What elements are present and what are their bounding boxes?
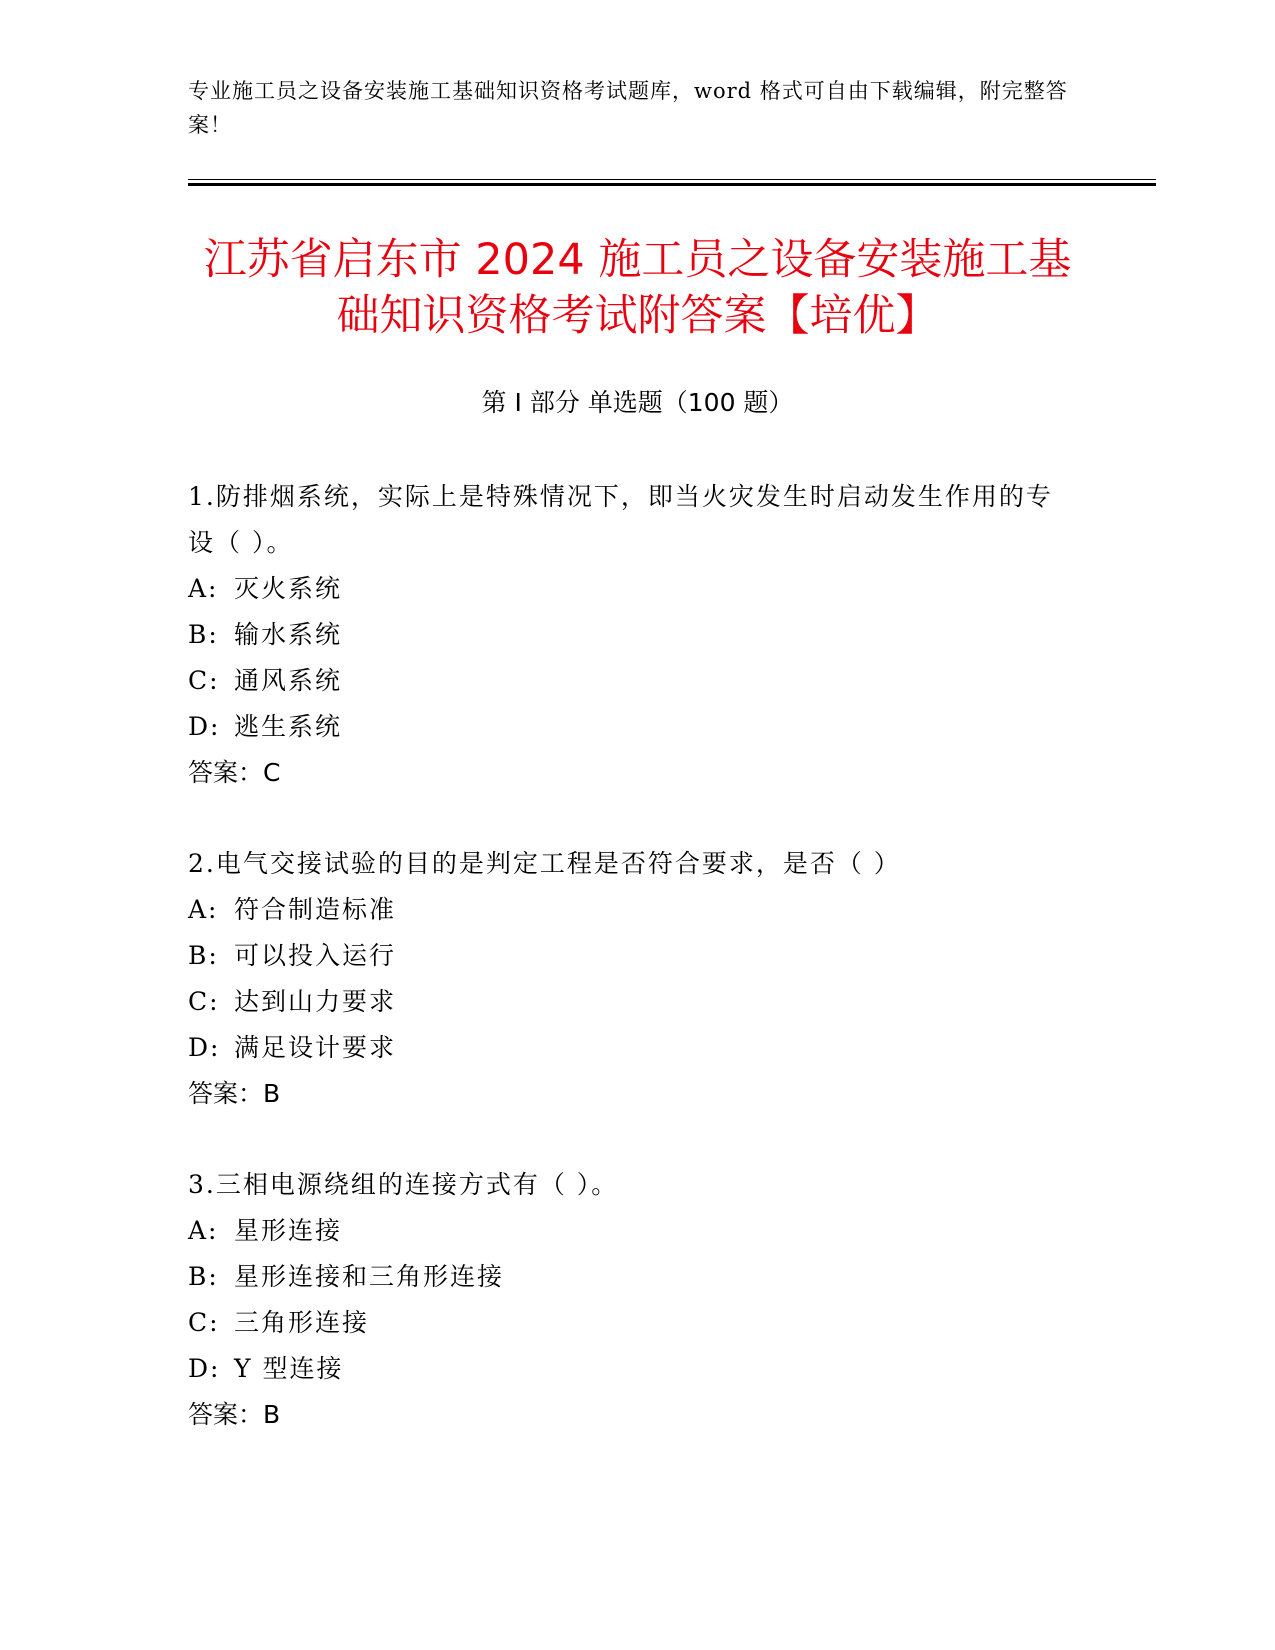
option-text: 可以投入运行	[234, 941, 397, 970]
option-a	[188, 1208, 1068, 1254]
option-text: 灭火系统	[234, 574, 343, 603]
document-title	[150, 232, 1125, 344]
option-letter: B:	[188, 941, 219, 970]
option-letter: D:	[188, 1033, 221, 1062]
option-d	[188, 1025, 1068, 1071]
option-letter: C:	[188, 1308, 220, 1337]
section-heading: 第 I 部分 单选题（100 题）	[481, 388, 794, 417]
question-list	[188, 474, 1068, 1483]
question-text: 3.三相电源绕组的连接方式有（ ）。	[188, 1170, 619, 1199]
option-text: 达到山力要求	[234, 987, 397, 1016]
option-letter: D:	[188, 712, 221, 741]
question-1	[188, 474, 1068, 796]
option-text: 符合制造标准	[234, 895, 397, 924]
option-letter: C:	[188, 666, 220, 695]
question-2	[188, 841, 1068, 1117]
option-text: 星形连接	[234, 1216, 343, 1245]
option-letter: D:	[188, 1354, 221, 1383]
option-text: 通风系统	[234, 666, 343, 695]
option-text: 输水系统	[234, 620, 343, 649]
option-c	[188, 1300, 1068, 1346]
option-text: 星形连接和三角形连接	[234, 1262, 505, 1291]
question-3	[188, 1162, 1068, 1438]
option-letter: B:	[188, 620, 219, 649]
answer: 答案：C	[188, 758, 281, 787]
option-letter: A:	[188, 895, 219, 924]
document-title-line-2: 础知识资格考试附答案【培优】	[336, 291, 939, 341]
option-text: 逃生系统	[234, 712, 343, 741]
document-title-line-1: 江苏省启东市 2024 施工员之设备安装施工基	[203, 235, 1072, 285]
option-text: Y 型连接	[234, 1354, 344, 1383]
option-c	[188, 658, 1068, 704]
option-text: 满足设计要求	[234, 1033, 397, 1062]
option-letter: C:	[188, 987, 220, 1016]
option-b	[188, 612, 1068, 658]
option-letter: B:	[188, 1262, 219, 1291]
option-letter: A:	[188, 1216, 219, 1245]
option-b	[188, 933, 1068, 979]
option-a	[188, 887, 1068, 933]
option-d	[188, 1346, 1068, 1392]
answer: 答案：B	[188, 1400, 281, 1429]
header-divider-thin	[188, 179, 1156, 180]
option-letter: A:	[188, 574, 219, 603]
question-text: 2.电气交接试验的目的是判定工程是否符合要求，是否（ ）	[188, 849, 901, 878]
answer: 答案：B	[188, 1079, 281, 1108]
option-text: 三角形连接	[234, 1308, 370, 1337]
question-text: 1.防排烟系统，实际上是特殊情况下，即当火灾发生时启动发生作用的专设（ ）。	[188, 482, 1053, 557]
option-b	[188, 1254, 1068, 1300]
option-d	[188, 704, 1068, 750]
option-c	[188, 979, 1068, 1025]
header-divider-thick	[188, 183, 1156, 186]
option-a	[188, 566, 1068, 612]
header-note: 专业施工员之设备安装施工基础知识资格考试题库，word 格式可自由下载编辑，附完整答案！	[188, 79, 1068, 137]
